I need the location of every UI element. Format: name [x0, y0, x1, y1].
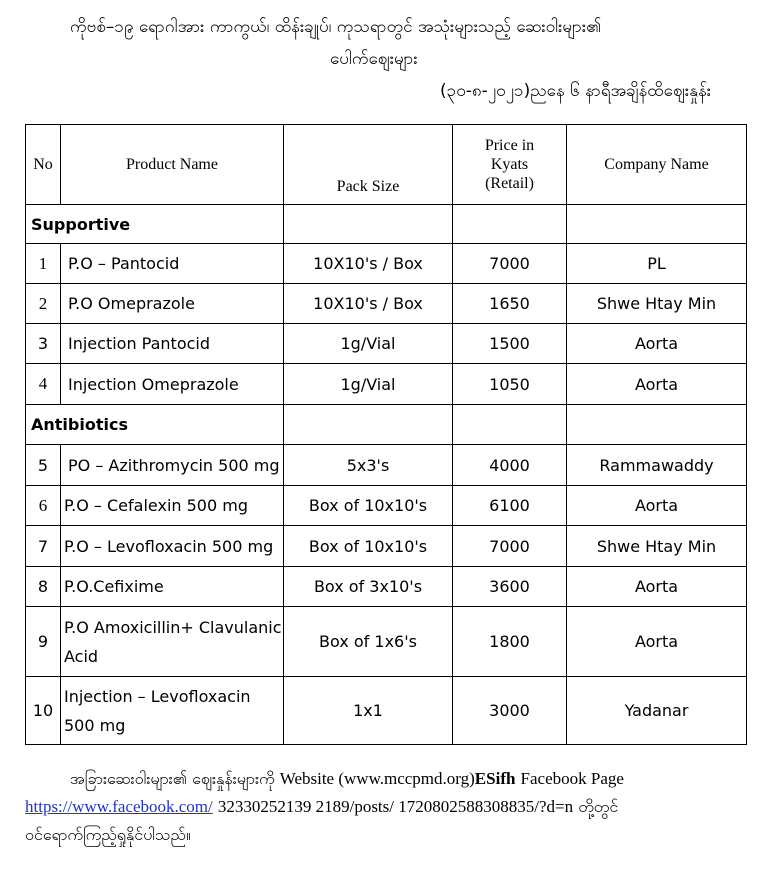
pack-size: 5x3's	[284, 445, 453, 486]
section-row	[26, 405, 747, 445]
pack-size: Box of 3x10's	[284, 567, 453, 607]
product-name: P.O – Cefalexin 500 mg	[61, 486, 284, 526]
column-header-no: No	[26, 125, 61, 205]
company-name: Aorta	[567, 324, 747, 364]
footer-line-2	[25, 796, 618, 820]
document-title-line-2: ပေါက်ဈေးများ	[330, 49, 418, 69]
column-header-product: Product Name	[61, 125, 284, 205]
row-number: 7	[26, 526, 61, 567]
section-title: Antibiotics	[26, 405, 284, 445]
table-row	[26, 324, 747, 364]
row-number: 6	[26, 486, 61, 526]
empty-cell	[284, 405, 453, 445]
row-number: 10	[26, 677, 61, 745]
empty-cell	[567, 405, 747, 445]
price-date-line: (၃၀-၈-၂၀၂၁)ညနေ ၆ နာရီအချိန်ထိဈေးနှုန်း	[440, 81, 712, 101]
empty-cell	[453, 405, 567, 445]
table-row	[26, 364, 747, 405]
price: 6100	[453, 486, 567, 526]
table-row	[26, 244, 747, 284]
company-name: PL	[567, 244, 747, 284]
row-number: 8	[26, 567, 61, 607]
footer-garbled-text: ESifh	[474, 769, 516, 788]
row-number: 3	[26, 324, 61, 364]
row-number: 4	[26, 364, 61, 405]
facebook-link[interactable]: https://www.facebook.com/	[25, 797, 213, 816]
product-name: Injection Pantocid	[61, 324, 284, 364]
table-row	[26, 677, 747, 745]
pack-size: 1g/Vial	[284, 364, 453, 405]
product-name: P.O Omeprazole	[61, 284, 284, 324]
empty-cell	[567, 205, 747, 244]
price: 7000	[453, 244, 567, 284]
empty-cell	[284, 205, 453, 244]
table-row	[26, 607, 747, 677]
pack-size: 1g/Vial	[284, 324, 453, 364]
pack-size: 10X10's / Box	[284, 284, 453, 324]
price: 1800	[453, 607, 567, 677]
price: 7000	[453, 526, 567, 567]
company-name: Aorta	[567, 486, 747, 526]
column-header-pack-size: Pack Size	[284, 125, 453, 205]
row-number: 5	[26, 445, 61, 486]
company-name: Rammawaddy	[567, 445, 747, 486]
section-row	[26, 205, 747, 244]
footer-line-1	[70, 768, 624, 792]
product-name: P.O – Pantocid	[61, 244, 284, 284]
pack-size: Box of 1x6's	[284, 607, 453, 677]
price: 3000	[453, 677, 567, 745]
column-header-company: Company Name	[567, 125, 747, 205]
company-name: Aorta	[567, 364, 747, 405]
footer-line-3: ဝင်ရောက်ကြည့်ရှုနိုင်ပါသည်။	[25, 825, 191, 844]
price: 1650	[453, 284, 567, 324]
product-name: P.O – Levofloxacin 500 mg	[61, 526, 284, 567]
pack-size: 1x1	[284, 677, 453, 745]
column-header-price: Price in Kyats (Retail)	[453, 125, 567, 205]
row-number: 9	[26, 607, 61, 677]
footer-website-text: Website (www.mccpmd.org)	[279, 769, 475, 788]
product-name: Injection Omeprazole	[61, 364, 284, 405]
row-number: 1	[26, 244, 61, 284]
table-row	[26, 526, 747, 567]
company-name: Aorta	[567, 567, 747, 607]
price-table	[25, 124, 747, 745]
table-row	[26, 445, 747, 486]
footer-text: တို့တွင်	[578, 797, 619, 816]
product-name: Injection – Levofloxacin 500 mg	[61, 677, 284, 745]
row-number: 2	[26, 284, 61, 324]
price: 1050	[453, 364, 567, 405]
company-name: Shwe Htay Min	[567, 284, 747, 324]
product-name: P.O Amoxicillin+ Clavulanic Acid	[61, 607, 284, 677]
product-name: PO – Azithromycin 500 mg	[61, 445, 284, 486]
price: 3600	[453, 567, 567, 607]
pack-size: Box of 10x10's	[284, 486, 453, 526]
price: 4000	[453, 445, 567, 486]
document-title-line-1: ကိုဗစ်–၁၉ ရောဂါအား ကာကွယ်၊ ထိန်းချုပ်၊ ကုသရာတွင် အသုံးများသည့် ဆေးဝါးများ၏	[70, 17, 602, 37]
price: 1500	[453, 324, 567, 364]
pack-size: Box of 10x10's	[284, 526, 453, 567]
footer-facebook-text: Facebook Page	[520, 769, 624, 788]
company-name: Yadanar	[567, 677, 747, 745]
table-row	[26, 284, 747, 324]
product-name: P.O.Cefixime	[61, 567, 284, 607]
footer-post-path: 32330252139 2189/posts/ 1720802588308835/?d=n	[217, 797, 574, 816]
section-title: Supportive	[26, 205, 284, 244]
empty-cell	[453, 205, 567, 244]
table-row	[26, 486, 747, 526]
pack-size: 10X10's / Box	[284, 244, 453, 284]
company-name: Aorta	[567, 607, 747, 677]
company-name: Shwe Htay Min	[567, 526, 747, 567]
table-row	[26, 567, 747, 607]
footer-text: အခြားဆေးဝါးများ၏ ဈေးနှုန်းများကို	[70, 769, 275, 788]
